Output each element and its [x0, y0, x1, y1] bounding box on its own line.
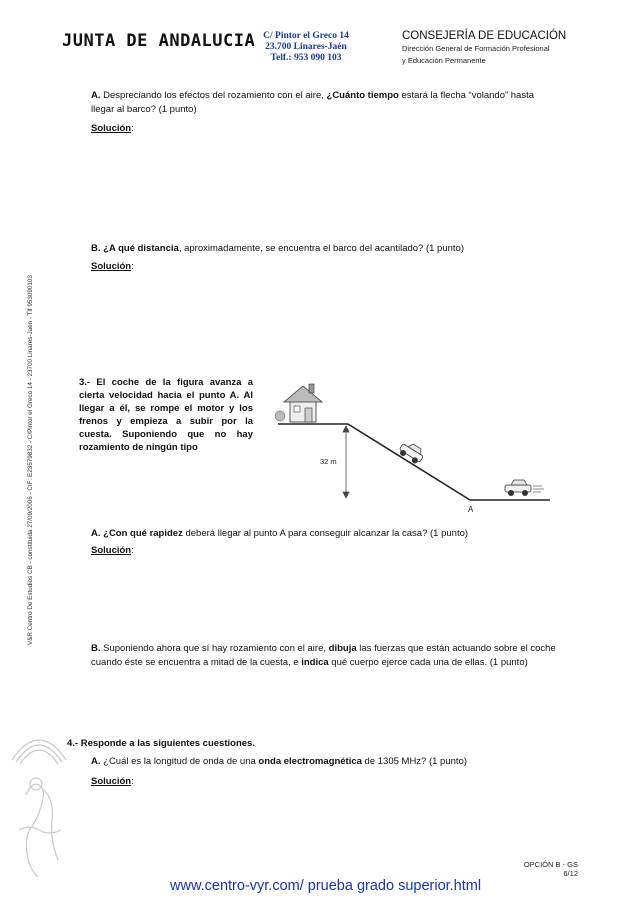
solution-colon: :	[131, 123, 134, 134]
question-emphasis: ¿Con qué rapidez	[100, 528, 183, 539]
question-4-heading: 4.- Responde a las siguientes cuestiones.	[67, 738, 255, 749]
question-4a	[91, 755, 571, 769]
question-emphasis: dibuja	[328, 643, 357, 654]
question-2b	[91, 242, 571, 256]
question-letter: B.	[91, 643, 101, 654]
page-number: 6/12	[563, 869, 578, 878]
solution-label	[91, 776, 134, 787]
solution-colon: :	[131, 545, 134, 556]
question-letter: A.	[91, 528, 101, 539]
question-text: Despreciando los efectos del rozamiento con el aire,	[100, 90, 327, 101]
solution-word: Solución	[91, 776, 132, 787]
direccion-line: y Educación Permanente	[402, 56, 486, 65]
question-letter: A.	[91, 756, 101, 767]
question-text: las fuerzas que están actuando sobre el coche	[356, 643, 556, 654]
question-emphasis: ¿A qué distancia	[100, 243, 179, 254]
question-2a	[91, 89, 561, 117]
andalucia-watermark-logo	[4, 700, 74, 900]
solution-label	[91, 545, 134, 556]
question-emphasis: onda electromagnética	[258, 756, 362, 767]
solution-colon: :	[131, 776, 134, 787]
consejeria-block	[402, 30, 566, 66]
question-4-title	[67, 737, 255, 751]
slope-line	[348, 424, 470, 500]
question-letter: B.	[91, 243, 101, 254]
problem-3-statement: 3.- El coche de la figura avanza a cierta velocidad hacia el punto A. Al llegar a él, se rompe el motor y los frenos y empieza a subir por la cuesta. Suponiendo que no hay rozamiento de ningún tipo	[79, 377, 253, 453]
address-line: 23.700 Linares-Jaén	[265, 42, 347, 52]
question-text: ¿Cuál es la longitud de onda de una	[100, 756, 259, 767]
direccion-line: Dirección General de Formación Profesional	[402, 44, 550, 53]
solution-colon: :	[131, 261, 134, 272]
solution-word: Solución	[91, 123, 132, 134]
page-info	[524, 860, 578, 878]
question-emphasis: ¿Cuánto tiempo	[326, 90, 399, 101]
address-line: C/ Pintor el Greco 14	[263, 31, 349, 41]
footer-url-link[interactable]: www.centro-vyr.com/ prueba grado superior.html	[170, 878, 482, 894]
exam-option: OPCIÓN B - GS	[523, 860, 578, 869]
question-letter: A.	[91, 90, 101, 101]
slope-car-figure	[270, 380, 555, 516]
question-text: cuando éste se encuentra a mitad de la cuesta, e	[91, 657, 302, 668]
house-icon	[275, 384, 322, 422]
question-text: llegar al barco? (1 punto)	[91, 104, 197, 115]
question-text: de 1305 MHz? (1 punto)	[361, 756, 467, 767]
question-emphasis: indica	[301, 657, 329, 668]
question-3a	[91, 527, 571, 541]
question-text: Suponiendo ahora que sí hay rozamiento con el aire,	[100, 643, 329, 654]
consejeria-title: CONSEJERÍA DE EDUCACIÓN	[402, 30, 567, 42]
car-on-flat-icon	[505, 480, 544, 496]
address-phone: Telf.: 953 090 103	[270, 53, 342, 63]
solution-label	[91, 261, 134, 272]
solution-word: Solución	[91, 545, 132, 556]
height-label: 32 m	[320, 457, 337, 466]
height-arrow	[343, 426, 349, 498]
question-text: deberá llegar al punto A para conseguir alcanzar la casa? (1 punto)	[182, 528, 469, 539]
question-text: estará la flecha “volando” hasta	[398, 90, 535, 101]
question-3b	[91, 642, 571, 670]
brand-junta-de-andalucia: JUNTA DE ANDALUCIA	[62, 31, 256, 51]
solution-label	[91, 123, 134, 134]
car-on-slope-icon	[397, 439, 426, 465]
question-text: qué cuerpo ejerce cada una de ellas. (1 punto)	[328, 657, 528, 668]
solution-word: Solución	[91, 261, 132, 272]
question-text: , aproximadamente, se encuentra el barco del acantilado? (1 punto)	[178, 243, 464, 254]
sidebar-legal-text: V&R Centro De Estudios CB - constituida 27/09/2006 - CIF: E23579832 - C/Pintor el Greco 14 - 23700 Linares-Jaén - Tlf 953090103	[27, 275, 34, 645]
header-address	[244, 31, 368, 64]
point-a-label: A	[468, 505, 474, 514]
